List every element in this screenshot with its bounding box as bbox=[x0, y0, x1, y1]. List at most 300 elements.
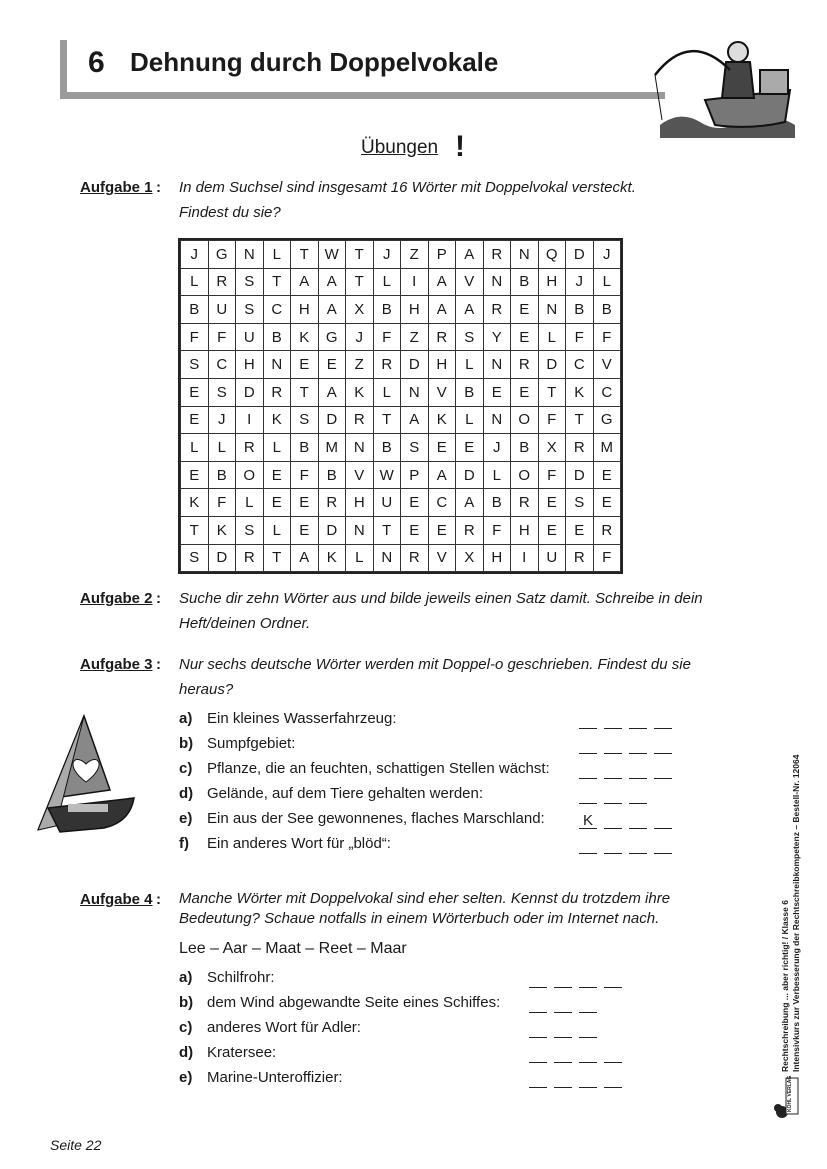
grid-cell: L bbox=[181, 434, 209, 462]
grid-cell: T bbox=[291, 241, 319, 269]
grid-cell: D bbox=[456, 461, 484, 489]
grid-cell: T bbox=[291, 378, 319, 406]
task1-text-line1: In dem Suchsel sind insgesamt 16 Wörter mit Doppelvokal versteckt. bbox=[179, 179, 636, 196]
grid-cell: H bbox=[291, 296, 319, 324]
question-item bbox=[179, 1019, 361, 1036]
chapter-number: 6 bbox=[88, 46, 105, 79]
answer-letter-blank[interactable] bbox=[604, 1048, 622, 1063]
task3-instructions bbox=[179, 652, 759, 702]
grid-cell: Y bbox=[483, 323, 511, 351]
grid-cell: A bbox=[291, 544, 319, 572]
grid-cell: D bbox=[236, 378, 264, 406]
grid-cell: A bbox=[456, 296, 484, 324]
grid-cell: E bbox=[428, 434, 456, 462]
grid-cell: T bbox=[181, 516, 209, 544]
word-search-grid bbox=[178, 238, 623, 574]
grid-cell: K bbox=[291, 323, 319, 351]
grid-cell: V bbox=[346, 461, 374, 489]
question-item bbox=[179, 760, 550, 777]
grid-cell: F bbox=[181, 323, 209, 351]
grid-cell: Z bbox=[401, 323, 429, 351]
grid-cell: G bbox=[208, 241, 236, 269]
grid-cell: E bbox=[511, 323, 539, 351]
grid-cell: T bbox=[263, 268, 291, 296]
question-item bbox=[179, 969, 275, 986]
grid-cell: R bbox=[566, 434, 594, 462]
question-letter: b) bbox=[179, 994, 194, 1011]
grid-cell: K bbox=[263, 406, 291, 434]
grid-cell: I bbox=[401, 268, 429, 296]
grid-cell: B bbox=[511, 434, 539, 462]
answer-letter-blank[interactable] bbox=[529, 998, 547, 1013]
grid-cell: L bbox=[456, 406, 484, 434]
answer-letter-blank[interactable] bbox=[554, 973, 572, 988]
grid-cell: T bbox=[373, 516, 401, 544]
answer-letter-blank[interactable] bbox=[629, 764, 647, 779]
grid-row bbox=[181, 406, 621, 434]
grid-cell: R bbox=[346, 406, 374, 434]
grid-cell: H bbox=[346, 489, 374, 517]
answer-letter-blank[interactable] bbox=[529, 1023, 547, 1038]
grid-cell: L bbox=[483, 461, 511, 489]
answer-letter-blank[interactable] bbox=[604, 789, 622, 804]
grid-cell: A bbox=[428, 461, 456, 489]
grid-cell: S bbox=[566, 489, 594, 517]
question-letter: c) bbox=[179, 1019, 193, 1036]
grid-row bbox=[181, 268, 621, 296]
answer-letter-blank[interactable] bbox=[579, 839, 597, 854]
grid-cell: C bbox=[428, 489, 456, 517]
grid-cell: E bbox=[566, 516, 594, 544]
grid-cell: K bbox=[318, 544, 346, 572]
grid-cell: B bbox=[291, 434, 319, 462]
grid-cell: W bbox=[318, 241, 346, 269]
grid-cell: E bbox=[263, 461, 291, 489]
word-search-table bbox=[180, 240, 621, 572]
question-letter: e) bbox=[179, 810, 193, 827]
grid-cell: B bbox=[483, 489, 511, 517]
grid-cell: K bbox=[346, 378, 374, 406]
grid-cell: K bbox=[181, 489, 209, 517]
grid-cell: M bbox=[318, 434, 346, 462]
grid-cell: U bbox=[538, 544, 566, 572]
grid-cell: F bbox=[593, 544, 621, 572]
question-letter: b) bbox=[179, 735, 194, 752]
grid-cell: N bbox=[263, 351, 291, 379]
grid-row bbox=[181, 323, 621, 351]
answer-letter-blank[interactable] bbox=[579, 764, 597, 779]
grid-cell: K bbox=[566, 378, 594, 406]
answer-letter-blank[interactable] bbox=[629, 714, 647, 729]
question-text: Schilfrohr: bbox=[207, 969, 275, 986]
grid-cell: N bbox=[538, 296, 566, 324]
answer-letter-blank[interactable] bbox=[629, 814, 647, 829]
grid-cell: B bbox=[373, 434, 401, 462]
answer-letter-blank[interactable] bbox=[579, 998, 597, 1013]
grid-cell: O bbox=[511, 461, 539, 489]
task2-text-line1: Suche dir zehn Wörter aus und bilde jeweils einen Satz damit. Schreibe in dein bbox=[179, 590, 703, 607]
grid-cell: X bbox=[456, 544, 484, 572]
answer-letter-blank[interactable] bbox=[554, 1048, 572, 1063]
answer-letter-blank[interactable] bbox=[529, 1073, 547, 1088]
grid-cell: E bbox=[593, 461, 621, 489]
task3-text-line2: heraus? bbox=[179, 681, 234, 698]
grid-cell: R bbox=[236, 434, 264, 462]
grid-cell: A bbox=[318, 378, 346, 406]
grid-cell: B bbox=[456, 378, 484, 406]
question-letter: e) bbox=[179, 1069, 193, 1086]
grid-cell: U bbox=[236, 323, 264, 351]
question-item bbox=[179, 1069, 343, 1086]
grid-cell: J bbox=[181, 241, 209, 269]
answer-letter-blank[interactable] bbox=[554, 1023, 572, 1038]
question-letter: a) bbox=[179, 969, 193, 986]
answer-letter-blank[interactable] bbox=[629, 789, 647, 804]
grid-cell: A bbox=[401, 406, 429, 434]
grid-cell: S bbox=[456, 323, 484, 351]
grid-cell: A bbox=[291, 268, 319, 296]
grid-cell: V bbox=[456, 268, 484, 296]
grid-cell: T bbox=[346, 241, 374, 269]
grid-cell: J bbox=[208, 406, 236, 434]
grid-cell: U bbox=[373, 489, 401, 517]
grid-cell: F bbox=[538, 406, 566, 434]
task4-question-list bbox=[179, 969, 639, 1094]
answer-blanks bbox=[579, 787, 654, 804]
sailboat-heart-illustration bbox=[34, 712, 138, 838]
grid-cell: L bbox=[263, 434, 291, 462]
grid-row bbox=[181, 434, 621, 462]
grid-cell: N bbox=[483, 268, 511, 296]
grid-cell: E bbox=[511, 296, 539, 324]
grid-cell: L bbox=[181, 268, 209, 296]
grid-cell: F bbox=[593, 323, 621, 351]
question-text: Sumpfgebiet: bbox=[207, 735, 296, 752]
answer-letter-blank[interactable] bbox=[604, 814, 622, 829]
grid-row bbox=[181, 489, 621, 517]
grid-cell: S bbox=[181, 544, 209, 572]
answer-letter-blank[interactable] bbox=[579, 1073, 597, 1088]
grid-cell: B bbox=[511, 268, 539, 296]
grid-cell: S bbox=[181, 351, 209, 379]
question-text: Kratersee: bbox=[207, 1044, 277, 1061]
grid-cell: R bbox=[511, 489, 539, 517]
grid-cell: E bbox=[181, 461, 209, 489]
grid-cell: E bbox=[401, 516, 429, 544]
grid-cell: N bbox=[511, 241, 539, 269]
question-letter: f) bbox=[179, 835, 189, 852]
grid-cell: B bbox=[566, 296, 594, 324]
grid-cell: R bbox=[318, 489, 346, 517]
grid-cell: L bbox=[456, 351, 484, 379]
grid-cell: S bbox=[208, 378, 236, 406]
answer-letter-blank[interactable] bbox=[579, 1023, 597, 1038]
question-item bbox=[179, 994, 500, 1011]
grid-cell: K bbox=[428, 406, 456, 434]
grid-cell: L bbox=[236, 489, 264, 517]
grid-cell: X bbox=[538, 434, 566, 462]
grid-cell: A bbox=[428, 296, 456, 324]
grid-cell: K bbox=[208, 516, 236, 544]
answer-letter-blank[interactable] bbox=[654, 714, 672, 729]
answer-letter-blank[interactable] bbox=[529, 973, 547, 988]
answer-letter-blank[interactable] bbox=[604, 739, 622, 754]
grid-cell: V bbox=[593, 351, 621, 379]
task4-label: Aufgabe 4 bbox=[80, 891, 153, 908]
grid-cell: O bbox=[236, 461, 264, 489]
question-text: Pflanze, die an feuchten, schattigen Stellen wächst: bbox=[207, 760, 550, 777]
question-text: Ein aus der See gewonnenes, flaches Marschland: bbox=[207, 810, 545, 827]
grid-cell: B bbox=[373, 296, 401, 324]
grid-cell: W bbox=[373, 461, 401, 489]
question-letter: d) bbox=[179, 1044, 194, 1061]
grid-cell: E bbox=[593, 489, 621, 517]
task3-colon: : bbox=[156, 656, 161, 673]
answer-letter-blank[interactable] bbox=[654, 839, 672, 854]
grid-cell: R bbox=[511, 351, 539, 379]
task4-text-line2: Bedeutung? Schaue notfalls in einem Wörterbuch oder im Internet nach. bbox=[179, 910, 660, 927]
grid-cell: J bbox=[566, 268, 594, 296]
question-item bbox=[179, 810, 545, 827]
grid-cell: L bbox=[593, 268, 621, 296]
grid-cell: A bbox=[456, 489, 484, 517]
question-letter: a) bbox=[179, 710, 193, 727]
grid-cell: L bbox=[263, 241, 291, 269]
task2-label: Aufgabe 2 bbox=[80, 590, 153, 607]
grid-cell: L bbox=[263, 516, 291, 544]
grid-cell: N bbox=[483, 351, 511, 379]
grid-cell: S bbox=[291, 406, 319, 434]
task3-text-line1: Nur sechs deutsche Wörter werden mit Doppel-o geschrieben. Findest du sie bbox=[179, 656, 691, 673]
grid-cell: C bbox=[263, 296, 291, 324]
grid-cell: E bbox=[181, 406, 209, 434]
answer-letter-blank[interactable] bbox=[604, 714, 622, 729]
grid-cell: A bbox=[428, 268, 456, 296]
task3-question-list bbox=[179, 710, 699, 860]
question-text: Gelände, auf dem Tiere gehalten werden: bbox=[207, 785, 484, 802]
grid-cell: S bbox=[236, 296, 264, 324]
task1-label: Aufgabe 1 bbox=[80, 179, 153, 196]
grid-cell: Z bbox=[401, 241, 429, 269]
grid-cell: E bbox=[291, 351, 319, 379]
question-text: anderes Wort für Adler: bbox=[207, 1019, 361, 1036]
grid-cell: M bbox=[593, 434, 621, 462]
grid-cell: T bbox=[538, 378, 566, 406]
grid-row bbox=[181, 241, 621, 269]
grid-cell: D bbox=[318, 406, 346, 434]
grid-cell: E bbox=[291, 489, 319, 517]
question-item bbox=[179, 785, 483, 802]
section-heading: Übungen bbox=[361, 137, 439, 158]
grid-cell: R bbox=[208, 268, 236, 296]
task2-colon: : bbox=[156, 590, 161, 607]
answer-letter-blank[interactable] bbox=[604, 1073, 622, 1088]
grid-cell: D bbox=[401, 351, 429, 379]
grid-cell: R bbox=[236, 544, 264, 572]
grid-cell: H bbox=[483, 544, 511, 572]
sidebar-line2: Intensivkurs zur Verbesserung der Rechtschreibkompetenz – Bestell-Nr. 12064 bbox=[791, 754, 801, 1072]
task1-text-line2: Findest du sie? bbox=[179, 204, 281, 221]
grid-cell: L bbox=[538, 323, 566, 351]
grid-cell: F bbox=[373, 323, 401, 351]
grid-cell: C bbox=[566, 351, 594, 379]
question-letter: d) bbox=[179, 785, 194, 802]
question-item bbox=[179, 835, 391, 852]
grid-cell: S bbox=[236, 268, 264, 296]
grid-cell: Z bbox=[346, 351, 374, 379]
grid-row bbox=[181, 351, 621, 379]
grid-cell: N bbox=[236, 241, 264, 269]
task1-instructions bbox=[179, 175, 759, 225]
answer-blanks bbox=[579, 737, 679, 754]
grid-cell: E bbox=[428, 516, 456, 544]
grid-cell: B bbox=[263, 323, 291, 351]
answer-letter-blank[interactable] bbox=[654, 739, 672, 754]
answer-letter-blank[interactable]: K bbox=[579, 814, 597, 829]
grid-cell: P bbox=[401, 461, 429, 489]
grid-cell: I bbox=[236, 406, 264, 434]
answer-letter-blank[interactable] bbox=[579, 1048, 597, 1063]
grid-cell: R bbox=[263, 378, 291, 406]
grid-cell: C bbox=[208, 351, 236, 379]
grid-cell: R bbox=[401, 544, 429, 572]
grid-cell: P bbox=[428, 241, 456, 269]
grid-cell: E bbox=[291, 516, 319, 544]
grid-cell: D bbox=[208, 544, 236, 572]
answer-letter-blank[interactable] bbox=[654, 814, 672, 829]
question-letter: c) bbox=[179, 760, 193, 777]
grid-row bbox=[181, 296, 621, 324]
question-item bbox=[179, 710, 397, 727]
grid-cell: R bbox=[483, 296, 511, 324]
grid-cell: V bbox=[428, 544, 456, 572]
answer-letter-blank[interactable] bbox=[554, 998, 572, 1013]
answer-blanks bbox=[579, 812, 679, 829]
answer-blanks bbox=[529, 971, 629, 988]
grid-cell: L bbox=[346, 544, 374, 572]
grid-cell: S bbox=[236, 516, 264, 544]
grid-cell: J bbox=[373, 241, 401, 269]
grid-cell: A bbox=[456, 241, 484, 269]
grid-cell: G bbox=[593, 406, 621, 434]
grid-cell: F bbox=[291, 461, 319, 489]
grid-cell: T bbox=[263, 544, 291, 572]
grid-cell: B bbox=[318, 461, 346, 489]
answer-letter-blank[interactable] bbox=[604, 764, 622, 779]
answer-letter-blank[interactable] bbox=[554, 1073, 572, 1088]
grid-cell: D bbox=[538, 351, 566, 379]
grid-cell: J bbox=[483, 434, 511, 462]
grid-cell: Q bbox=[538, 241, 566, 269]
grid-cell: A bbox=[318, 296, 346, 324]
grid-cell: N bbox=[373, 544, 401, 572]
grid-cell: T bbox=[346, 268, 374, 296]
answer-blanks bbox=[579, 762, 679, 779]
grid-cell: E bbox=[538, 516, 566, 544]
grid-cell: R bbox=[483, 241, 511, 269]
publisher-logo bbox=[772, 1076, 802, 1118]
grid-cell: H bbox=[428, 351, 456, 379]
question-item bbox=[179, 735, 295, 752]
grid-cell: J bbox=[593, 241, 621, 269]
exclamation-mark: ! bbox=[455, 130, 465, 163]
grid-cell: U bbox=[208, 296, 236, 324]
grid-cell: H bbox=[511, 516, 539, 544]
grid-cell: F bbox=[208, 323, 236, 351]
grid-cell: L bbox=[373, 268, 401, 296]
answer-letter-blank[interactable] bbox=[529, 1048, 547, 1063]
grid-cell: H bbox=[401, 296, 429, 324]
grid-cell: B bbox=[208, 461, 236, 489]
grid-cell: T bbox=[373, 406, 401, 434]
grid-cell: R bbox=[593, 516, 621, 544]
grid-cell: N bbox=[483, 406, 511, 434]
publisher-sidebar-text bbox=[780, 755, 802, 1072]
answer-letter-blank[interactable] bbox=[629, 839, 647, 854]
grid-cell: E bbox=[401, 489, 429, 517]
grid-cell: E bbox=[181, 378, 209, 406]
grid-cell: H bbox=[538, 268, 566, 296]
answer-letter-blank[interactable] bbox=[579, 789, 597, 804]
question-text: Ein kleines Wasserfahrzeug: bbox=[207, 710, 397, 727]
grid-cell: T bbox=[566, 406, 594, 434]
grid-cell: A bbox=[318, 268, 346, 296]
grid-cell: L bbox=[208, 434, 236, 462]
task4-colon: : bbox=[156, 891, 161, 908]
grid-cell: E bbox=[456, 434, 484, 462]
grid-cell: N bbox=[346, 434, 374, 462]
grid-cell: X bbox=[346, 296, 374, 324]
grid-cell: D bbox=[566, 241, 594, 269]
grid-cell: H bbox=[236, 351, 264, 379]
question-text: Ein anderes Wort für „blöd“: bbox=[207, 835, 391, 852]
task4-word-list: Lee – Aar – Maat – Reet – Maar bbox=[179, 940, 407, 957]
fisherman-illustration bbox=[650, 30, 800, 140]
grid-cell: D bbox=[566, 461, 594, 489]
task2-text-line2: Heft/deinen Ordner. bbox=[179, 615, 311, 632]
task4-instructions bbox=[179, 889, 759, 929]
answer-letter-blank[interactable] bbox=[579, 739, 597, 754]
grid-row bbox=[181, 378, 621, 406]
answer-blanks bbox=[529, 996, 604, 1013]
answer-letter-blank[interactable] bbox=[579, 973, 597, 988]
task2-instructions bbox=[179, 586, 759, 636]
grid-cell: S bbox=[401, 434, 429, 462]
grid-row bbox=[181, 461, 621, 489]
grid-cell: F bbox=[483, 516, 511, 544]
answer-blanks bbox=[529, 1071, 629, 1088]
grid-cell: B bbox=[181, 296, 209, 324]
grid-row bbox=[181, 544, 621, 572]
grid-cell: R bbox=[566, 544, 594, 572]
grid-cell: B bbox=[593, 296, 621, 324]
answer-letter-blank[interactable] bbox=[604, 839, 622, 854]
answer-letter-blank[interactable] bbox=[604, 973, 622, 988]
answer-letter-blank[interactable] bbox=[654, 764, 672, 779]
grid-cell: E bbox=[263, 489, 291, 517]
grid-cell: N bbox=[401, 378, 429, 406]
grid-cell: O bbox=[511, 406, 539, 434]
grid-cell: D bbox=[318, 516, 346, 544]
answer-letter-blank[interactable] bbox=[579, 714, 597, 729]
grid-cell: E bbox=[483, 378, 511, 406]
grid-cell: C bbox=[593, 378, 621, 406]
grid-cell: E bbox=[538, 489, 566, 517]
answer-blanks bbox=[529, 1046, 629, 1063]
task1-colon: : bbox=[156, 179, 161, 196]
answer-letter-blank[interactable] bbox=[629, 739, 647, 754]
chapter-title: Dehnung durch Doppelvokale bbox=[130, 47, 499, 77]
